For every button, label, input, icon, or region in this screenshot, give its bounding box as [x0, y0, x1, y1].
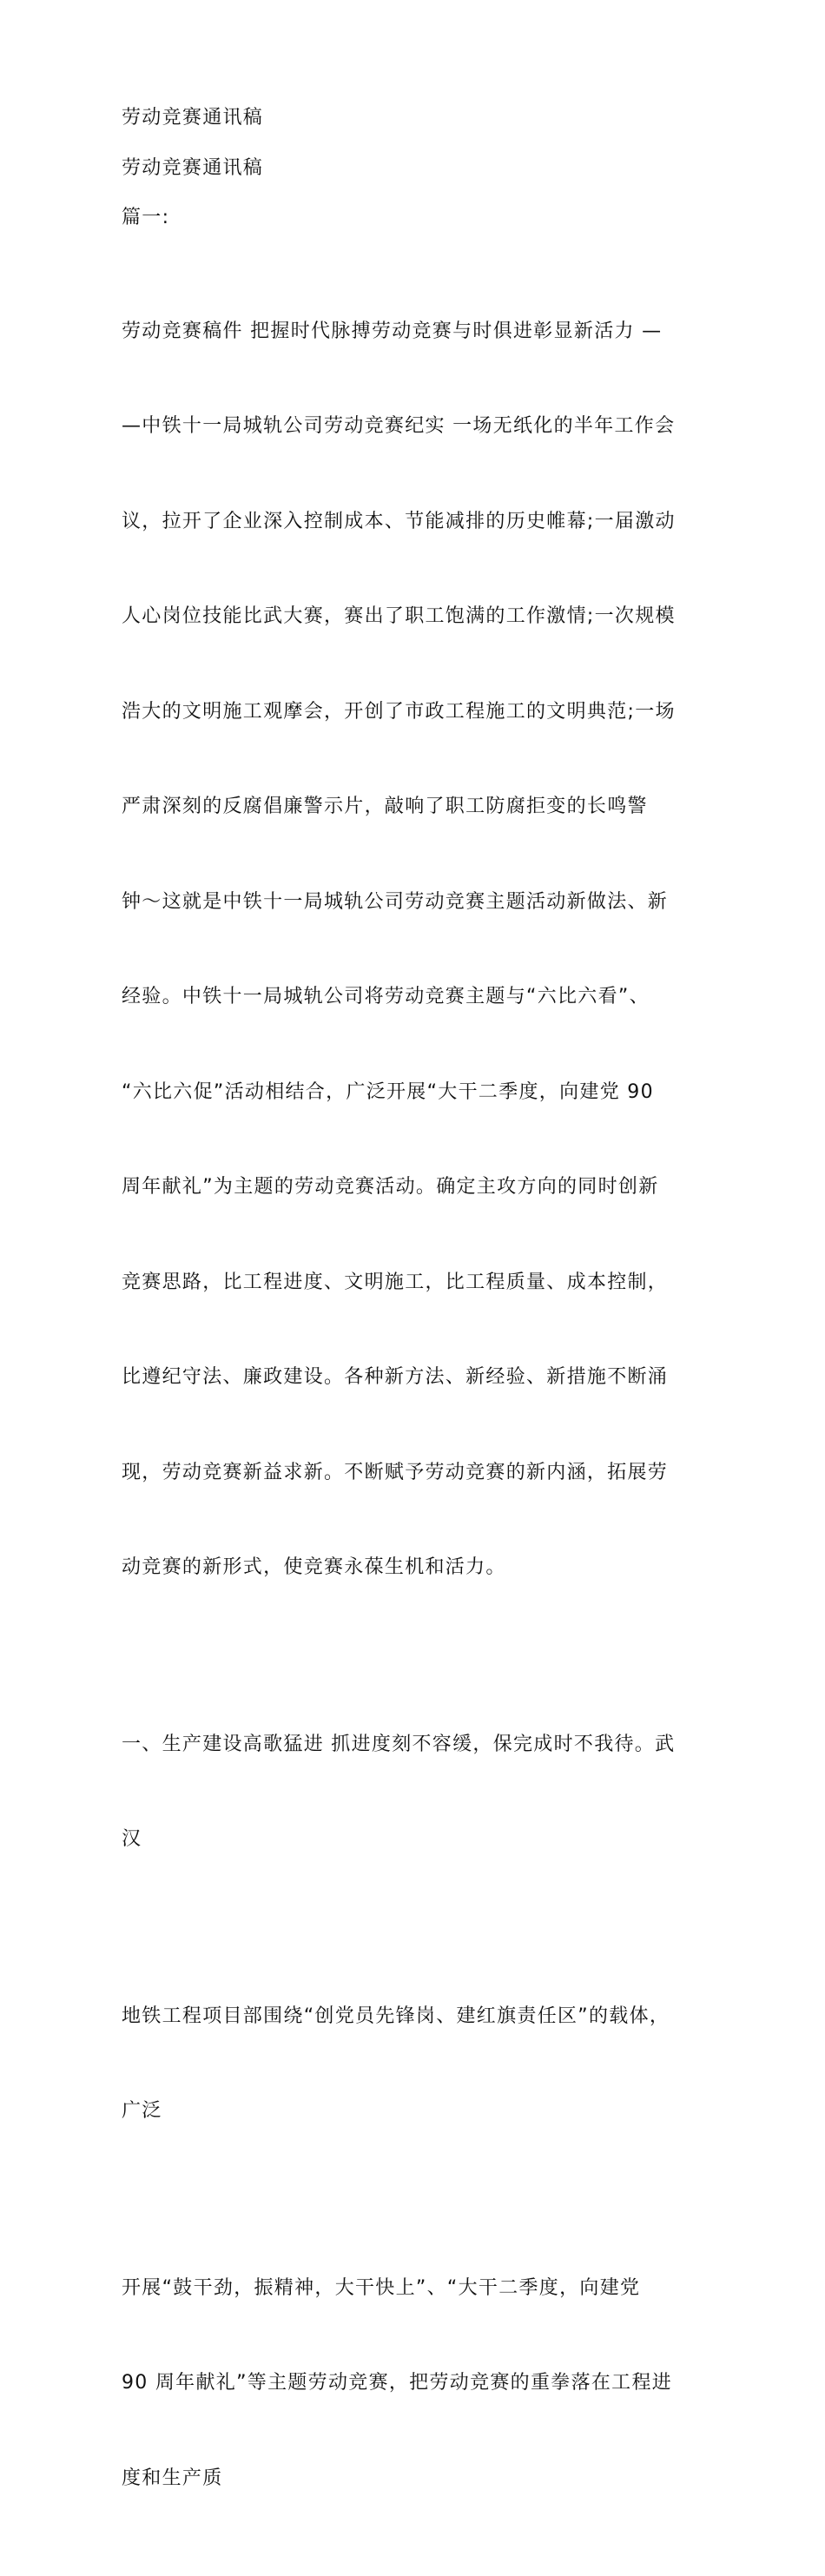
paragraph-line: 钟～这就是中铁十一局城轨公司劳动竞赛主题活动新做法、新: [122, 890, 669, 913]
section-label: 篇一:: [122, 207, 170, 228]
document-page: [122, 102, 712, 2576]
paragraph-line: 开展“鼓干劲，振精神，大干快上”、“大干二季度，向建党: [122, 2276, 641, 2299]
paragraph-1: [122, 253, 712, 1648]
paragraph-line: 动竞赛的新形式，使竞赛永葆生机和活力。: [122, 1556, 506, 1578]
paragraph-line: 人心岗位技能比武大赛，赛出了职工饱满的工作激情;一次规模: [122, 605, 676, 627]
paragraph-line: “六比六促”活动相结合，广泛开展“大干二季度，向建党 90: [122, 1080, 654, 1103]
paragraph-line: 现，劳动竞赛新益求新。不断赋予劳动竞赛的新内涵，拓展劳: [122, 1461, 669, 1483]
paragraph-line: 竞赛思路，比工程进度、文明施工，比工程质量、成本控制，: [122, 1271, 669, 1293]
paragraph-line: 度和生产质: [122, 2467, 223, 2489]
paragraph-line: 经验。中铁十一局城轨公司将劳动竞赛主题与“六比六看”、: [122, 986, 650, 1007]
paragraph-line: 地铁工程项目部围绕“创党员先锋岗、建红旗责任区”的载体，: [122, 2005, 670, 2027]
paragraph-line: 90 周年献礼”等主题劳动竞赛，把劳动竞赛的重拳落在工程进: [122, 2372, 673, 2394]
paragraph-line: 议，拉开了企业深入控制成本、节能减排的历史帷幕;一届激动: [122, 510, 676, 532]
paragraph-2: [122, 1666, 712, 1919]
paragraph-line: 严肃深刻的反腐倡廉警示片，敲响了职工防腐拒变的长鸣警: [122, 796, 648, 817]
paragraph-line: 广泛: [122, 2100, 162, 2122]
document-title: 劳动竞赛通讯稿: [122, 107, 264, 129]
paragraph-line: —中铁十一局城轨公司劳动竞赛纪实 一场无纸化的半年工作会: [122, 415, 676, 437]
paragraph-line: 浩大的文明施工观摩会，开创了市政工程施工的文明典范;一场: [122, 700, 676, 723]
paragraph-line: 汉: [122, 1828, 142, 1850]
document-subtitle: 劳动竞赛通讯稿: [122, 156, 264, 179]
paragraph-line: 一、生产建设高歌猛进 抓进度刻不容缓，保完成时不我待。武: [122, 1733, 676, 1755]
paragraph-line: 劳动竞赛稿件 把握时代脉搏劳动竞赛与时俱进彰显新活力 —: [122, 320, 663, 342]
paragraph-line: 周年献礼”为主题的劳动竞赛活动。确定主攻方向的同时创新: [122, 1176, 659, 1198]
paragraph-line: 比遵纪守法、廉政建设。各种新方法、新经验、新措施不断涌: [122, 1366, 669, 1388]
paragraph-3: [122, 1938, 712, 2191]
paragraph-4: [122, 2209, 712, 2559]
